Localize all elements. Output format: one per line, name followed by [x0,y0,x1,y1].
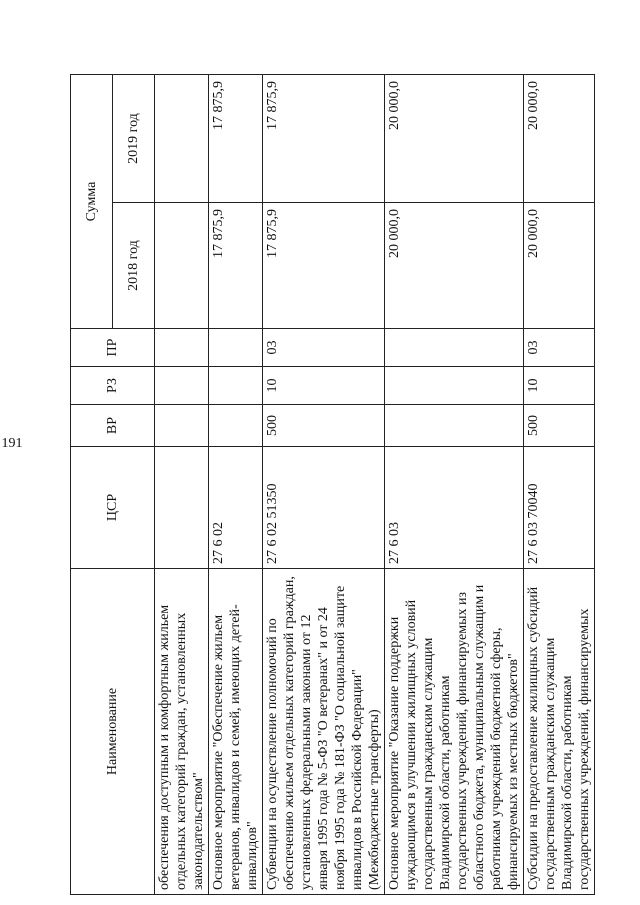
table-row [209,75,263,895]
cell-vr [155,405,209,447]
cell-rz [209,367,263,405]
header-csr: ЦСР [71,447,155,569]
cell-name: Субсидии на предоставление жилищных субсидий государственным гражданским служащим Владимирской области, работникам государственных учреждений, финансируемых [524,569,595,895]
cell-name: Основное мероприятие "Оказание поддержки нуждающимся в улучшении жилищных условий государственным гражданским служащим Владимирской области, работникам государственных учреждений, финансируемых из областного бюджета, муниципальным служащим и работникам учреждений бюджетной сферы, финансируемых из местных бюджетов" [385,569,524,895]
header-pr: ПР [71,329,155,367]
header-rz: РЗ [71,367,155,405]
cell-pr: 03 [524,329,595,367]
cell-vr: 500 [524,405,595,447]
header-vr: ВР [71,405,155,447]
cell-csr: 27 6 03 70040 [524,447,595,569]
cell-rz [155,367,209,405]
table-row [524,75,595,895]
header-sum: Сумма [71,75,113,329]
cell-rz: 10 [263,367,385,405]
cell-2018: 17 875,9 [209,203,263,329]
cell-pr [209,329,263,367]
cell-vr [209,405,263,447]
cell-2019 [155,75,209,203]
cell-rz: 10 [524,367,595,405]
header-2018: 2018 год [113,203,155,329]
cell-2019: 17 875,9 [263,75,385,203]
table-row [263,75,385,895]
cell-csr: 27 6 02 51350 [263,447,385,569]
cell-pr [385,329,524,367]
cell-csr: 27 6 03 [385,447,524,569]
page-number: 191 [1,436,23,451]
cell-pr [155,329,209,367]
cell-2018: 17 875,9 [263,203,385,329]
budget-table [70,74,595,895]
table-row [155,75,209,895]
cell-2018: 20 000,0 [524,203,595,329]
cell-2018: 20 000,0 [385,203,524,329]
cell-2018 [155,203,209,329]
cell-pr: 03 [263,329,385,367]
cell-name: Субвенции на осуществление полномочий по обеспечению жильем отдельных категорий граждан, установленных федеральными законами от 12 января 1995 года № 5-ФЗ "О ветеранах" и от 24 ноября 1995 года № 181-ФЗ "О социальной защите инвалидов в Российской Федерации" (Межбюджетные трансферты) [263,569,385,895]
cell-csr: 27 6 02 [209,447,263,569]
cell-csr [155,447,209,569]
cell-name: Основное мероприятие "Обеспечение жильем ветеранов, инвалидов и семей, имеющих детей-инвалидов" [209,569,263,895]
cell-vr: 500 [263,405,385,447]
cell-2019: 20 000,0 [385,75,524,203]
cell-2019: 20 000,0 [524,75,595,203]
cell-rz [385,367,524,405]
header-2019: 2019 год [113,75,155,203]
cell-vr [385,405,524,447]
header-name: Наименование [71,569,155,895]
cell-name: обеспечения доступным и комфортным жильем отдельных категорий граждан, установленных законодательством" [155,569,209,895]
cell-2019: 17 875,9 [209,75,263,203]
table-row [385,75,524,895]
